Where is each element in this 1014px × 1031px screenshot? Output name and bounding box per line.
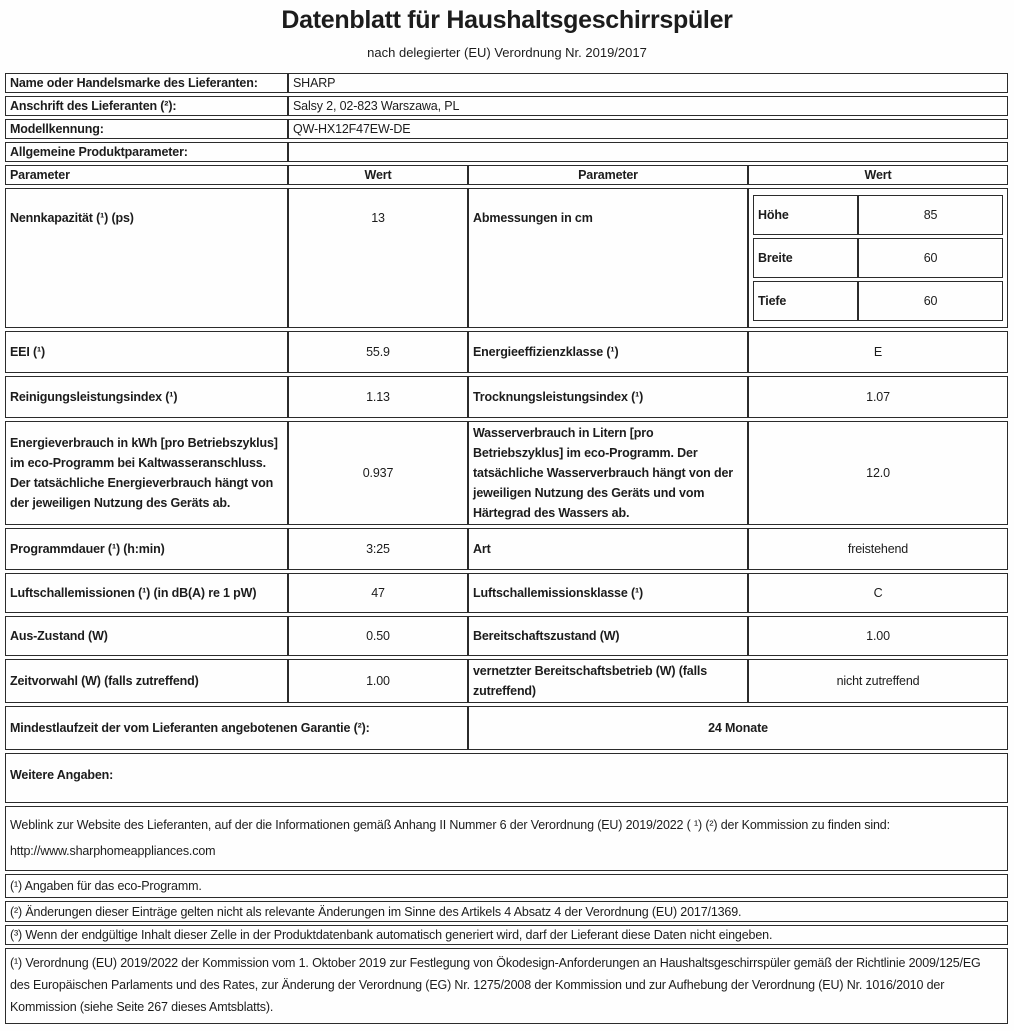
general-parameters-value <box>288 142 1008 162</box>
dimensions-label: Abmessungen in cm <box>468 188 748 328</box>
height-value: 85 <box>858 195 1003 235</box>
dimension-row-height <box>753 195 1003 235</box>
document-header <box>0 6 1014 60</box>
parameter-value: 1.07 <box>748 376 1008 418</box>
model-identifier-label: Modellkennung: <box>5 119 288 139</box>
width-value: 60 <box>858 238 1003 278</box>
parameter-value: 1.00 <box>748 616 1008 656</box>
parameter-label: vernetzter Bereitschaftsbetrieb (W) (falls zutreffend) <box>468 659 748 703</box>
eei-row <box>5 331 1008 373</box>
footnote-row <box>5 874 1008 898</box>
header-wert-right: Wert <box>748 165 1008 185</box>
parameter-label: Luftschallemissionen (¹) (in dB(A) re 1 pW) <box>5 573 288 613</box>
additional-info-row <box>5 753 1008 803</box>
supplier-address-label: Anschrift des Lieferanten (²): <box>5 96 288 116</box>
model-identifier-value: QW-HX12F47EW-DE <box>288 119 1008 139</box>
general-parameters-label: Allgemeine Produktparameter: <box>5 142 288 162</box>
parameter-value: 1.13 <box>288 376 468 418</box>
parameter-value: C <box>748 573 1008 613</box>
parameter-value: 0.937 <box>288 421 468 525</box>
guarantee-value: 24 Monate <box>468 706 1008 750</box>
dimension-row-depth <box>753 281 1003 321</box>
programme-duration-row <box>5 528 1008 570</box>
depth-label: Tiefe <box>753 281 858 321</box>
supplier-name-value: SHARP <box>288 73 1008 93</box>
parameter-value: E <box>748 331 1008 373</box>
capacity-dimensions-row <box>5 188 1008 328</box>
depth-value: 60 <box>858 281 1003 321</box>
footnote-4: (¹) Verordnung (EU) 2019/2022 der Kommission vom 1. Oktober 2019 zur Festlegung von Ökodesign-Anforderungen an Haushaltsgeschirrspüler gemäß der Richtlinie 2009/125/EG des Europäischen Parlaments und des Rates, zur Änderung der Verordnung (EG) Nr. 1275/2008 der Kommission und zur Aufhebung der Verordnung (EU) Nr. 1016/2010 der Kommission (siehe Seite 267 dieses Amtsblatts). <box>5 948 1008 1024</box>
parameter-label: Luftschallemissionsklasse (¹) <box>468 573 748 613</box>
energy-water-consumption-row <box>5 421 1008 525</box>
parameter-label: Zeitvorwahl (W) (falls zutreffend) <box>5 659 288 703</box>
parameter-label: Energieverbrauch in kWh [pro Betriebszyklus] im eco-Programm bei Kaltwasseranschluss. Der tatsächliche Energieverbrauch hängt von der jeweiligen Nutzung des Geräts ab. <box>5 421 288 525</box>
width-label: Breite <box>753 238 858 278</box>
additional-info-label: Weitere Angaben: <box>5 753 1008 803</box>
parameter-value: 3:25 <box>288 528 468 570</box>
parameter-label: Art <box>468 528 748 570</box>
parameter-value: freistehend <box>748 528 1008 570</box>
column-header-row <box>5 165 1008 185</box>
footnote-3: (³) Wenn der endgültige Inhalt dieser Zelle in der Produktdatenbank automatisch generiert wird, darf der Lieferant diese Daten nicht eingeben. <box>5 925 1008 945</box>
parameter-value: 0.50 <box>288 616 468 656</box>
dimensions-subtable <box>753 192 1003 324</box>
noise-emissions-row <box>5 573 1008 613</box>
capacity-value: 13 <box>288 188 468 328</box>
parameter-value: 55.9 <box>288 331 468 373</box>
page-title: Datenblatt für Haushaltsgeschirrspüler <box>281 6 733 34</box>
general-parameters-row <box>5 142 1008 162</box>
footnote-row <box>5 901 1008 922</box>
parameter-label: Aus-Zustand (W) <box>5 616 288 656</box>
delay-start-row <box>5 659 1008 703</box>
header-wert-left: Wert <box>288 165 468 185</box>
supplier-address-row <box>5 96 1008 116</box>
dimension-row-width <box>753 238 1003 278</box>
dimensions-table-cell <box>748 188 1008 328</box>
cleaning-index-row <box>5 376 1008 418</box>
header-parameter-right: Parameter <box>468 165 748 185</box>
page-subtitle: nach delegierter (EU) Verordnung Nr. 2019/2017 <box>367 45 647 60</box>
height-label: Höhe <box>753 195 858 235</box>
parameter-value: nicht zutreffend <box>748 659 1008 703</box>
supplier-address-value: Salsy 2, 02-823 Warszawa, PL <box>288 96 1008 116</box>
weblink-text: Weblink zur Website des Lieferanten, auf der die Informationen gemäß Anhang II Nummer 6 der Verordnung (EU) 2019/2022 ( ¹) (²) der Kommission zu finden sind: http://www.sharphomeappliances.com <box>5 806 1008 871</box>
parameter-label: Wasserverbrauch in Litern [pro Betriebszyklus] im eco-Programm. Der tatsächliche Wasserverbrauch hängt von der jeweiligen Nutzung des Geräts und vom Härtegrad des Wassers ab. <box>468 421 748 525</box>
parameter-label: EEI (¹) <box>5 331 288 373</box>
capacity-label: Nennkapazität (¹) (ps) <box>5 188 288 328</box>
off-mode-row <box>5 616 1008 656</box>
footnote-row <box>5 925 1008 945</box>
parameter-value: 47 <box>288 573 468 613</box>
supplier-name-row <box>5 73 1008 93</box>
footnote-2: (²) Änderungen dieser Einträge gelten nicht als relevante Änderungen im Sinne des Artikels 4 Absatz 4 der Verordnung (EU) 2017/1369. <box>5 901 1008 922</box>
datasheet-table <box>5 70 1008 1027</box>
footnote-1: (¹) Angaben für das eco-Programm. <box>5 874 1008 898</box>
parameter-value: 1.00 <box>288 659 468 703</box>
parameter-value: 12.0 <box>748 421 1008 525</box>
guarantee-label: Mindestlaufzeit der vom Lieferanten angebotenen Garantie (²): <box>5 706 468 750</box>
model-identifier-row <box>5 119 1008 139</box>
footnote-row <box>5 948 1008 1024</box>
parameter-label: Bereitschaftszustand (W) <box>468 616 748 656</box>
guarantee-row <box>5 706 1008 750</box>
parameter-label: Programmdauer (¹) (h:min) <box>5 528 288 570</box>
parameter-label: Energieeffizienzklasse (¹) <box>468 331 748 373</box>
supplier-name-label: Name oder Handelsmarke des Lieferanten: <box>5 73 288 93</box>
parameter-label: Trocknungsleistungsindex (¹) <box>468 376 748 418</box>
weblink-row <box>5 806 1008 871</box>
parameter-label: Reinigungsleistungsindex (¹) <box>5 376 288 418</box>
header-parameter-left: Parameter <box>5 165 288 185</box>
